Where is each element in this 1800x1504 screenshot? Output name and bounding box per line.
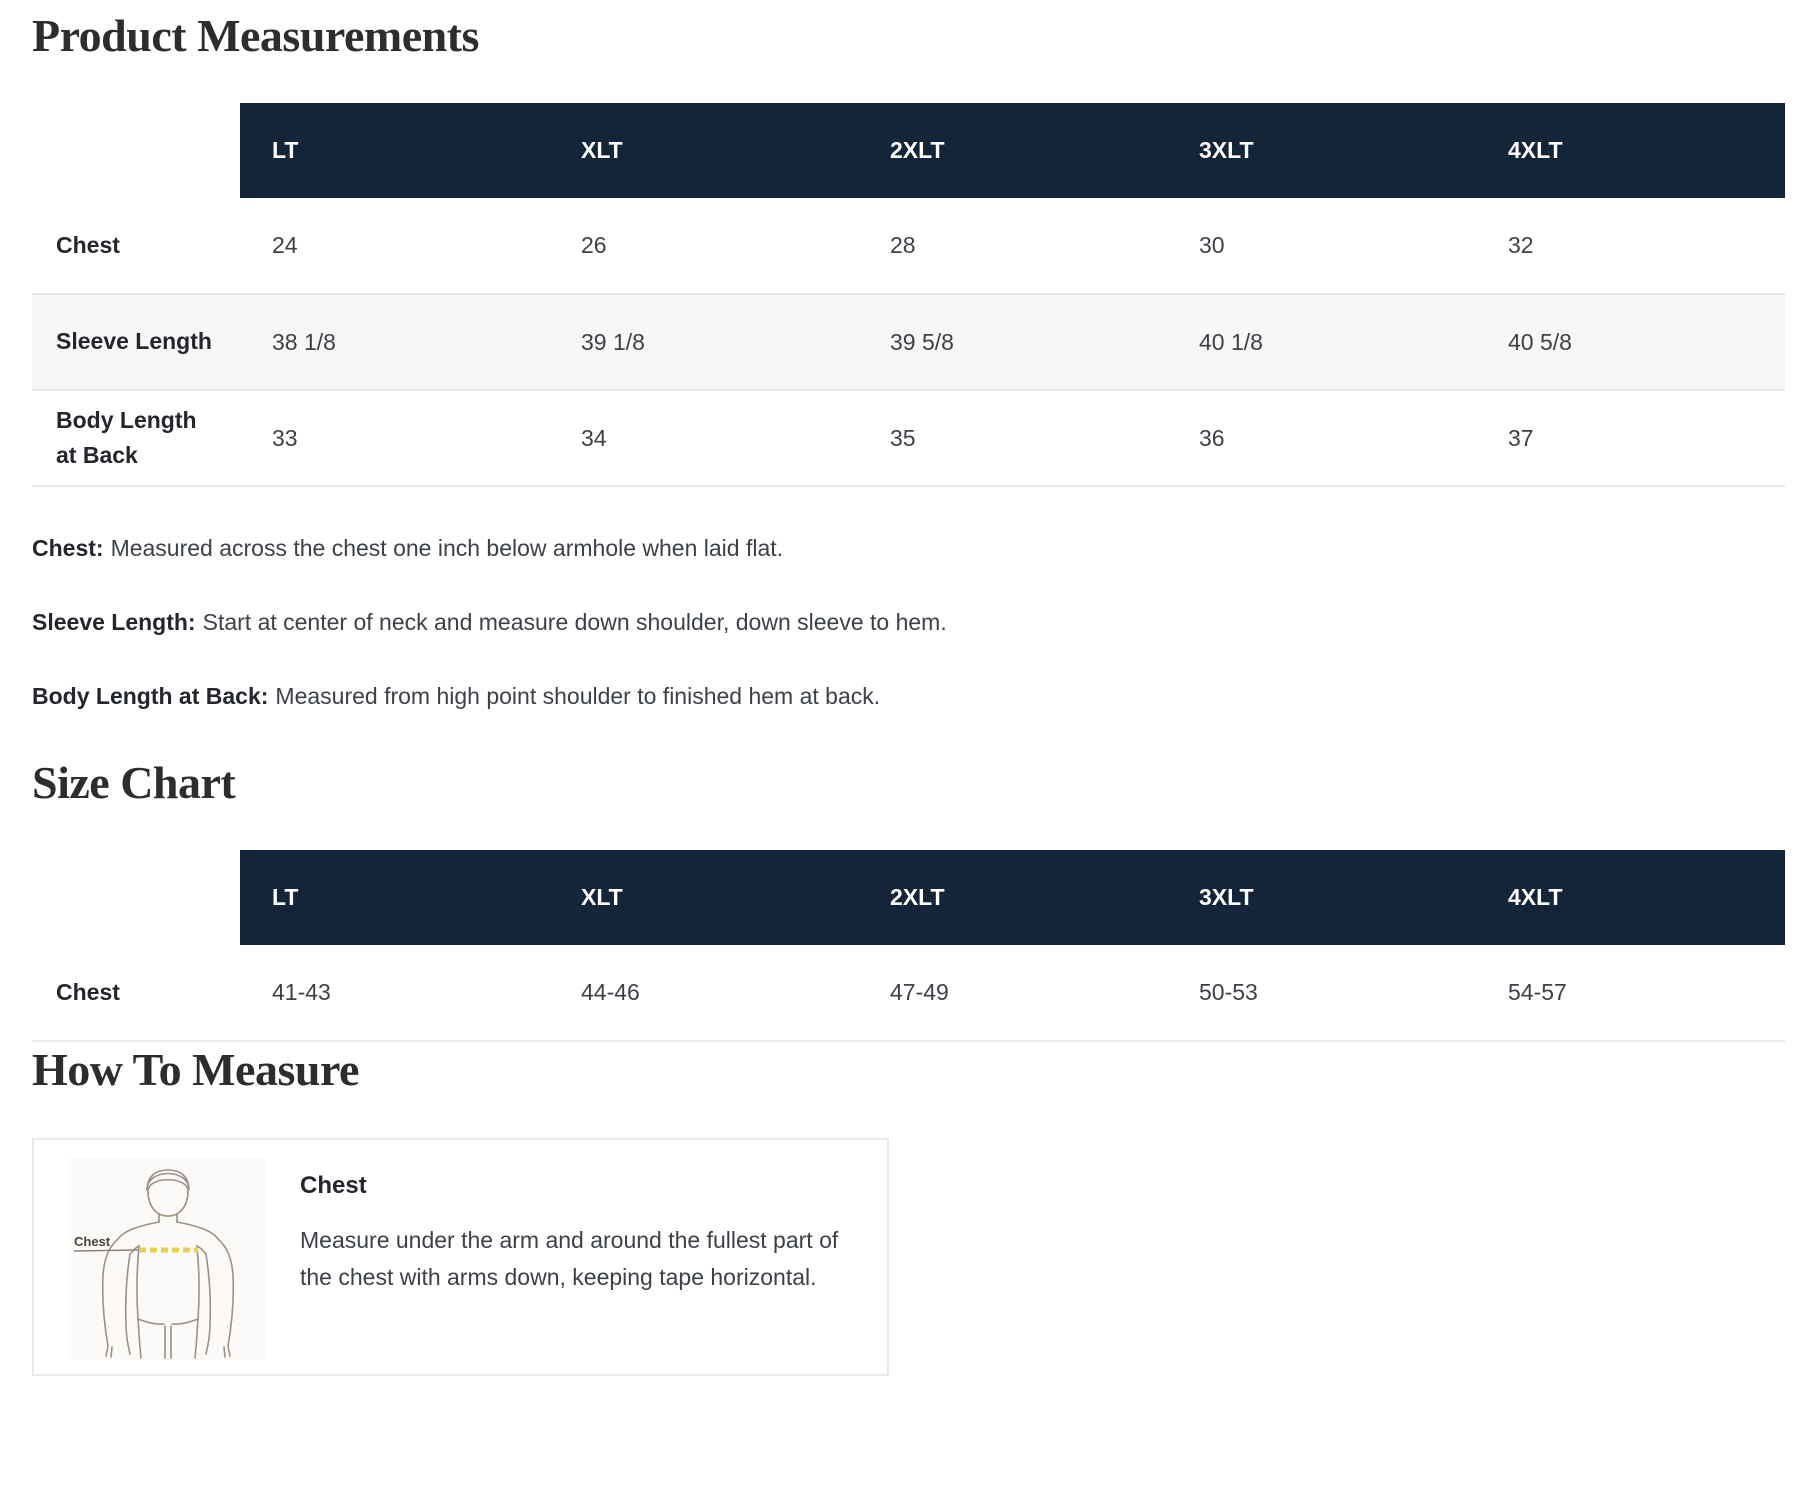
header-cell-lt: LT [240, 103, 549, 198]
how-to-measure-card [32, 1138, 889, 1376]
torso-right [195, 1246, 205, 1358]
definition-sleeve-text: Start at center of neck and measure down shoulder, down sleeve to hem. [202, 609, 947, 636]
sc-header-cell-3xlt: 3XLT [1167, 850, 1476, 945]
definition-sleeve-length [32, 607, 1785, 637]
waistline [138, 1319, 198, 1324]
definition-chest-term: Chest: [32, 535, 104, 562]
right-inner-arm [206, 1254, 210, 1354]
measurement-definitions [32, 533, 1785, 711]
cell-body-3xlt: 36 [1167, 390, 1476, 486]
card-description-chest: Measure under the arm and around the fullest part of the chest with arms down, keeping tape horizontal. [300, 1226, 839, 1290]
card-title-chest: Chest [300, 1171, 367, 1199]
header-cell-2xlt: 2XLT [858, 103, 1167, 198]
cell-chest-4xlt: 32 [1476, 198, 1785, 294]
header-cell-empty [32, 103, 240, 198]
figure-chest-label: Chest [74, 1233, 111, 1249]
sc-header-cell-empty [32, 850, 240, 945]
sc-cell-chest-lt: 41-43 [240, 945, 549, 1041]
cell-sleeve-xlt: 39 1/8 [549, 294, 858, 390]
table-row-sleeve-length [32, 294, 1785, 390]
definition-body-term: Body Length at Back: [32, 683, 269, 710]
left-inner-arm [126, 1254, 130, 1354]
definition-sleeve-term: Sleeve Length: [32, 609, 196, 636]
cell-sleeve-lt: 38 1/8 [240, 294, 549, 390]
product-measurements-table [32, 103, 1785, 487]
sc-header-cell-4xlt: 4XLT [1476, 850, 1785, 945]
definition-chest [32, 533, 1785, 563]
how-to-measure-card-text [300, 1158, 840, 1296]
cell-chest-2xlt: 28 [858, 198, 1167, 294]
head-outline [148, 1179, 188, 1215]
sc-header-cell-lt: LT [240, 850, 549, 945]
cell-body-xlt: 34 [549, 390, 858, 486]
cell-body-2xlt: 35 [858, 390, 1167, 486]
cell-body-lt: 33 [240, 390, 549, 486]
size-chart-row-chest [32, 945, 1785, 1041]
cell-chest-3xlt: 30 [1167, 198, 1476, 294]
definition-body-text: Measured from high point shoulder to finished hem at back. [275, 683, 881, 710]
cell-sleeve-2xlt: 39 5/8 [858, 294, 1167, 390]
section-title-how-to-measure: How To Measure [32, 1044, 359, 1096]
size-chart-table [32, 850, 1785, 1042]
fly-line [165, 1326, 171, 1358]
section-title-size-chart: Size Chart [32, 757, 236, 809]
sc-header-cell-xlt: XLT [549, 850, 858, 945]
left-arm-outline [103, 1222, 159, 1357]
table-row-body-length [32, 390, 1785, 486]
cell-chest-lt: 24 [240, 198, 549, 294]
person-outline-graphic [68, 1158, 265, 1360]
header-cell-xlt: XLT [549, 103, 858, 198]
cell-sleeve-4xlt: 40 5/8 [1476, 294, 1785, 390]
chest-label-leader-line [74, 1250, 138, 1251]
sc-cell-chest-xlt: 44-46 [549, 945, 858, 1041]
sc-header-cell-2xlt: 2XLT [858, 850, 1167, 945]
header-cell-4xlt: 4XLT [1476, 103, 1785, 198]
row-label-chest: Chest [32, 198, 240, 294]
header-cell-3xlt: 3XLT [1167, 103, 1476, 198]
row-label-sleeve-length: Sleeve Length [32, 294, 240, 390]
sc-row-label-chest: Chest [32, 945, 240, 1041]
cell-sleeve-3xlt: 40 1/8 [1167, 294, 1476, 390]
cell-body-4xlt: 37 [1476, 390, 1785, 486]
definition-body-length [32, 681, 1785, 711]
cell-chest-xlt: 26 [549, 198, 858, 294]
table-row-chest [32, 198, 1785, 294]
row-label-body-length: Body Length at Back [32, 390, 240, 486]
sc-cell-chest-3xlt: 50-53 [1167, 945, 1476, 1041]
sc-cell-chest-4xlt: 54-57 [1476, 945, 1785, 1041]
definition-chest-text: Measured across the chest one inch below armhole when laid flat. [110, 535, 784, 562]
right-arm-outline [177, 1222, 233, 1357]
body-measurement-figure [68, 1158, 265, 1360]
size-chart-header-row [32, 850, 1785, 945]
torso-left [131, 1246, 141, 1358]
measurements-header-row [32, 103, 1785, 198]
sc-cell-chest-2xlt: 47-49 [858, 945, 1167, 1041]
section-title-product-measurements: Product Measurements [32, 10, 479, 61]
